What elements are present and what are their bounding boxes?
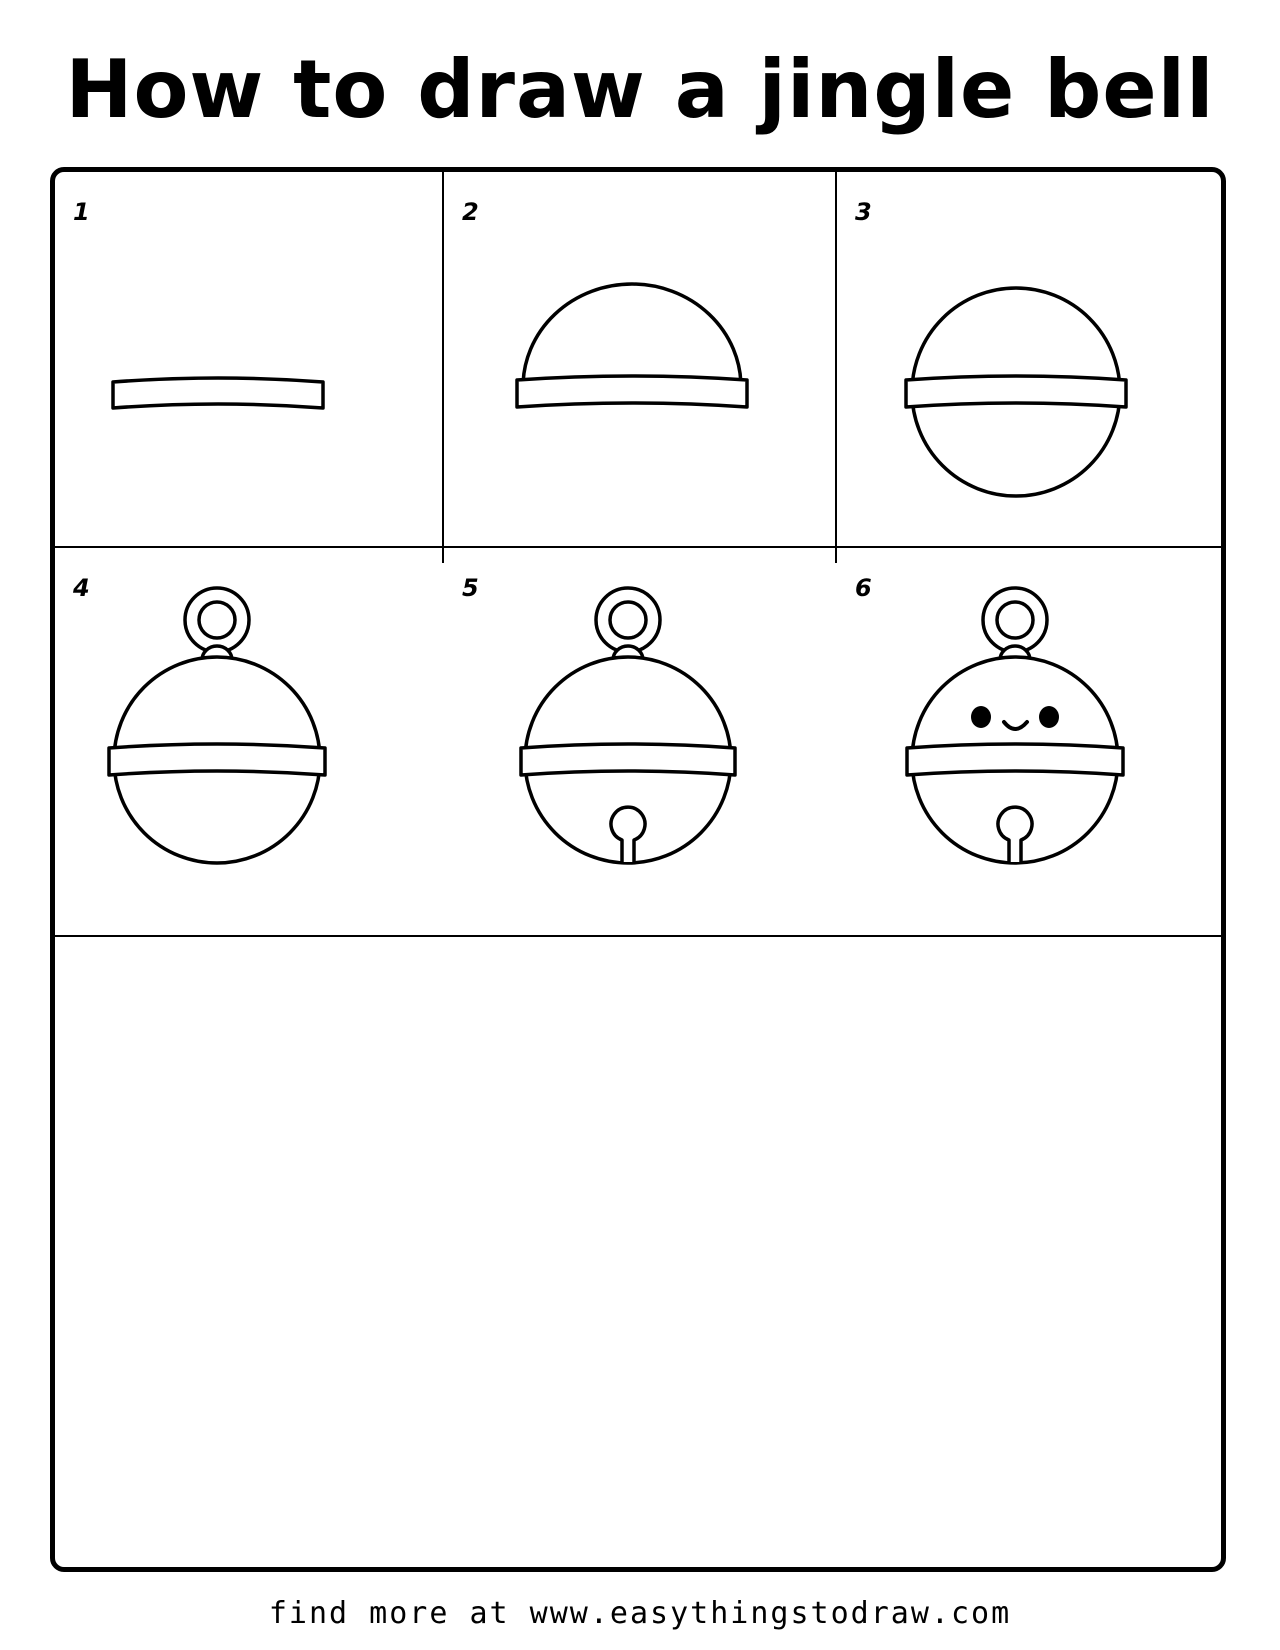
step-number: 4 [73,574,90,602]
step-panel-3 [837,172,1226,546]
bell-band [906,376,1126,407]
step-number: 2 [462,198,479,226]
step-number: 3 [855,198,872,226]
step-1-drawing [55,172,442,546]
step-number: 1 [73,198,90,226]
drawing-sheet [50,167,1226,1572]
page-title: How to draw a jingle bell [65,43,1215,136]
step-number: 6 [855,574,872,602]
step-2-drawing [444,172,835,546]
step-panel-1 [55,172,442,546]
bell-band [517,376,747,407]
step-panel-2 [444,172,835,546]
practice-area [55,563,1221,1568]
footer-link-text: find more at www.easythingstodraw.com [268,1596,1012,1631]
step-3-drawing [837,172,1226,546]
bell-band [113,378,323,408]
bell-dome [523,284,741,387]
step-number: 5 [462,574,479,602]
